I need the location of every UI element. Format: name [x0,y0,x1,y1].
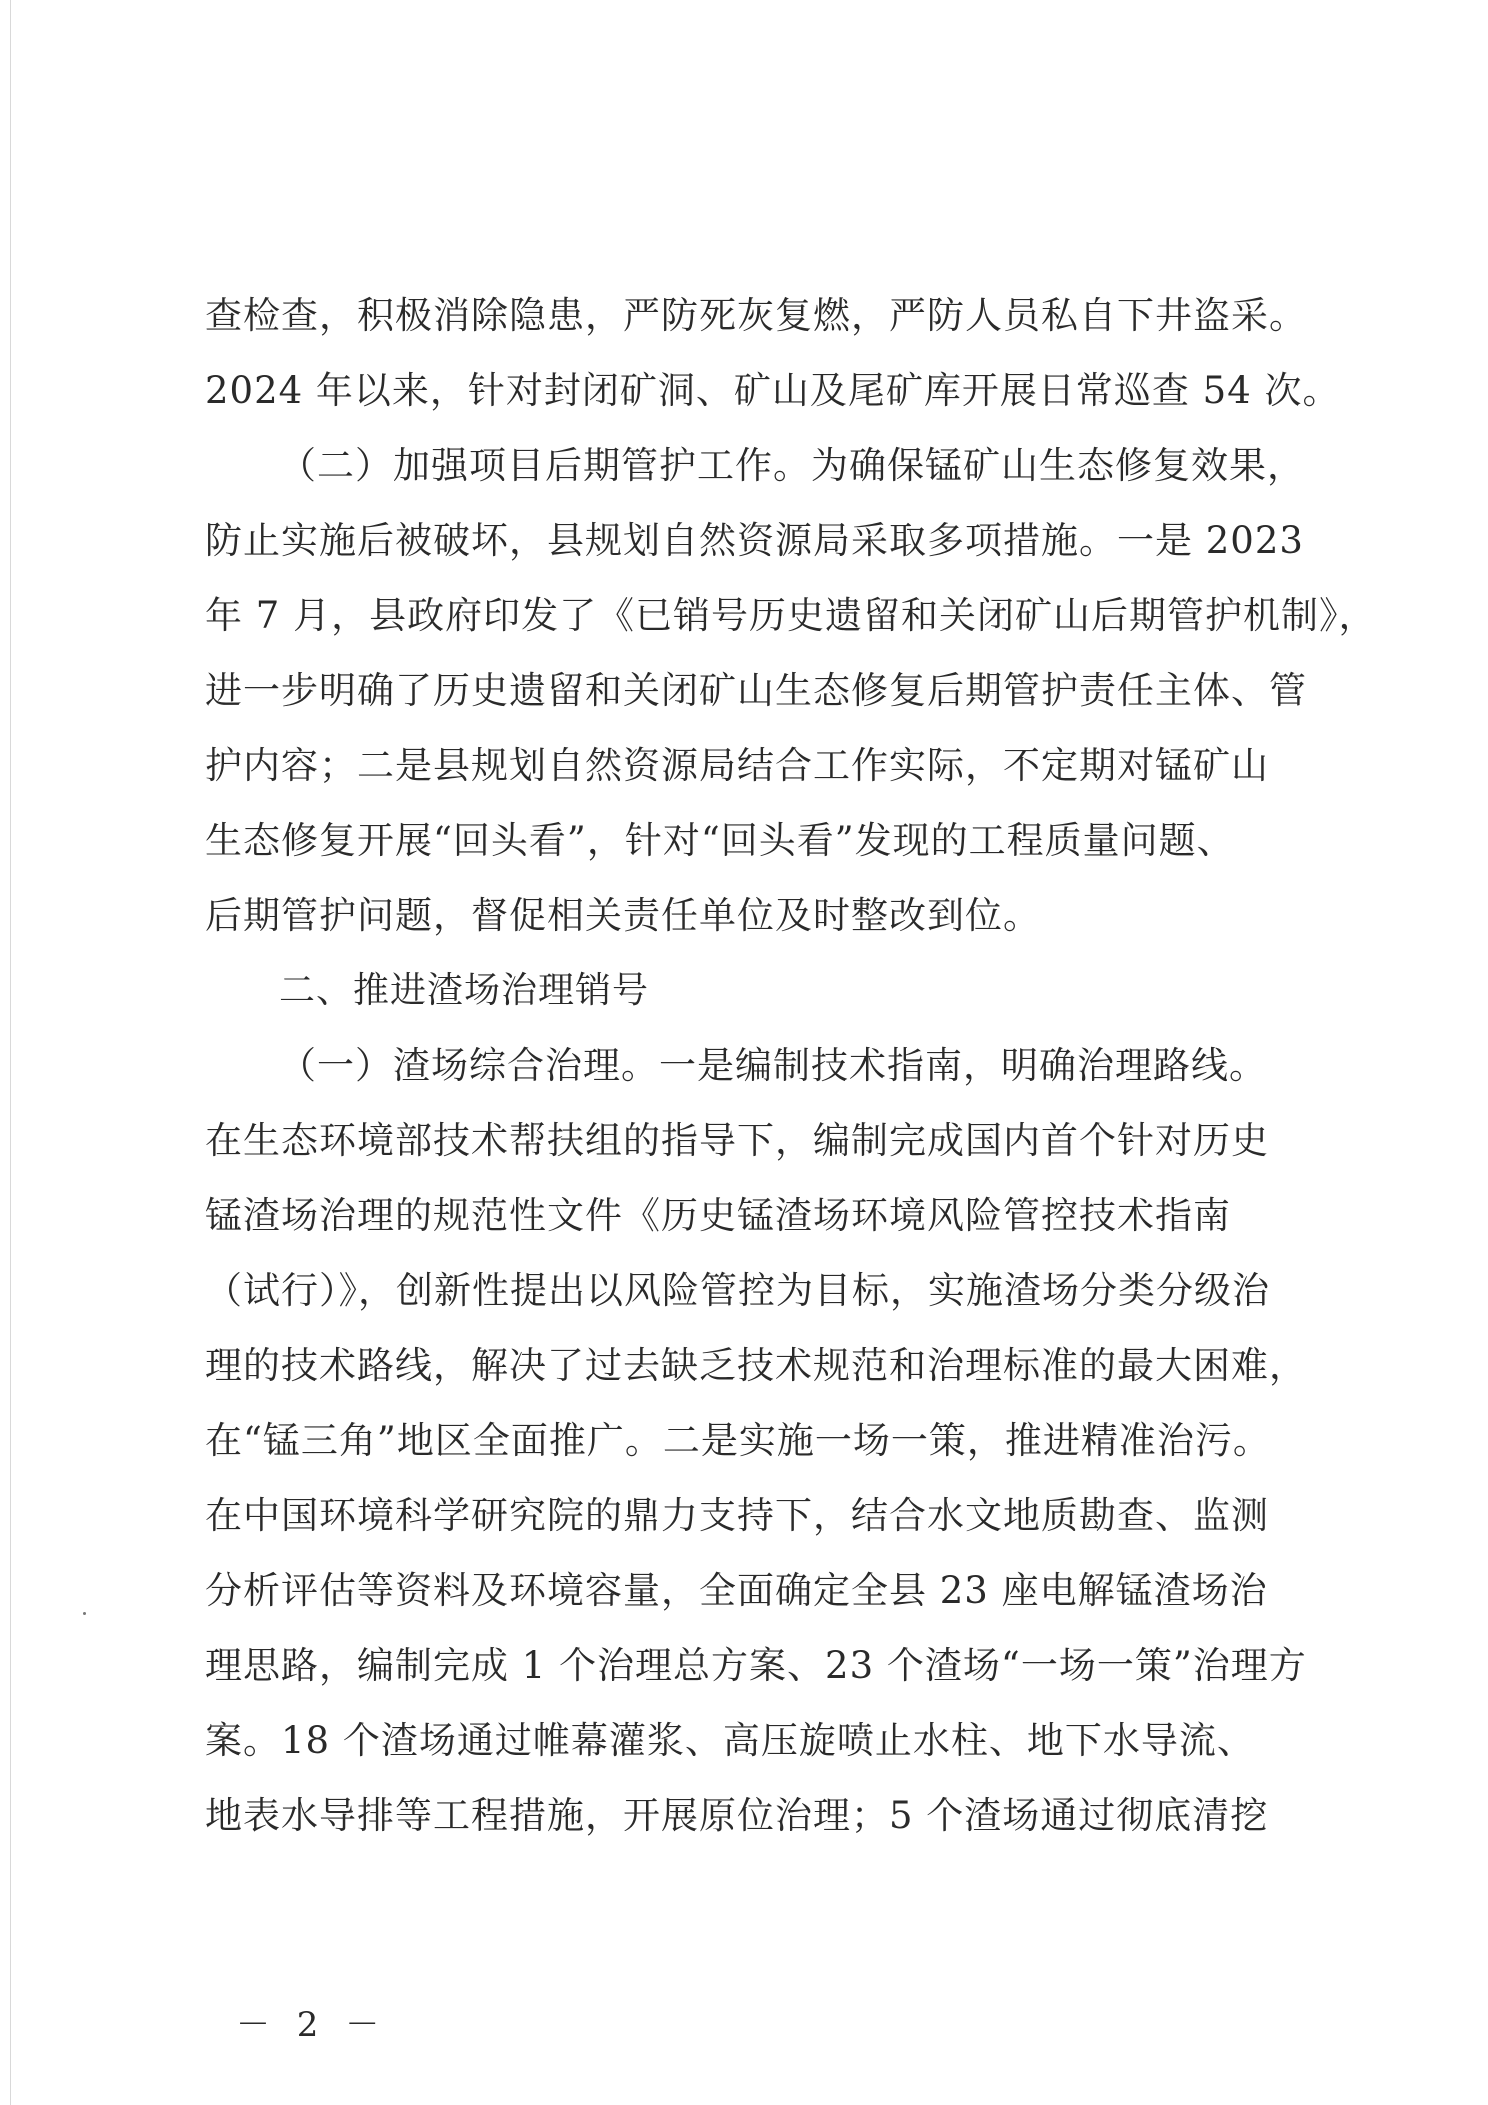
paragraph-line: 地表水导排等工程措施，开展原位治理；5 个渣场通过彻底清挖 [205,1794,1269,1837]
paragraph-line: 防止实施后被破坏，县规划自然资源局采取多项措施。一是 2023 [205,519,1304,562]
paragraph-line: 锰渣场治理的规范性文件《历史锰渣场环境风险管控技术指南 [205,1194,1231,1237]
paragraph-line: 分析评估等资料及环境容量，全面确定全县 23 座电解锰渣场治 [205,1569,1268,1612]
section-heading: 二、推进渣场治理销号 [279,970,650,1011]
paragraph-line: 案。18 个渣场通过帷幕灌浆、高压旋喷止水柱、地下水导流、 [205,1719,1255,1762]
paragraph-line: 2024 年以来，针对封闭矿洞、矿山及尾矿库开展日常巡查 54 次。 [205,369,1341,412]
page-number: － 2 － [236,2005,388,2045]
paragraph-line: 在生态环境部技术帮扶组的指导下，编制完成国内首个针对历史 [205,1119,1269,1162]
paragraph-line: 护内容；二是县规划自然资源局结合工作实际，不定期对锰矿山 [205,744,1269,787]
page-edge-line [10,0,11,2105]
paragraph-line: 年 7 月，县政府印发了《已销号历史遗留和关闭矿山后期管护机制》， [205,594,1377,637]
paragraph-line: （一）渣场综合治理。一是编制技术指南，明确治理路线。 [279,1044,1267,1087]
scan-speck [83,1612,86,1615]
paragraph-line: 生态修复开展“回头看”，针对“回头看”发现的工程质量问题、 [205,819,1235,862]
paragraph-line: 后期管护问题，督促相关责任单位及时整改到位。 [205,894,1041,937]
paragraph-line: 查检查，积极消除隐患，严防死灰复燃，严防人员私自下井盗采。 [205,294,1307,337]
paragraph-line: 理的技术路线，解决了过去缺乏技术规范和治理标准的最大困难， [205,1344,1307,1387]
document-body [205,278,1377,1853]
paragraph-line: 在中国环境科学研究院的鼎力支持下，结合水文地质勘查、监测 [205,1494,1269,1537]
paragraph-line: （二）加强项目后期管护工作。为确保锰矿山生态修复效果， [279,444,1305,487]
paragraph-line: 理思路，编制完成 1 个治理总方案、23 个渣场“一场一策”治理方 [205,1644,1307,1687]
paragraph-line: （试行）》，创新性提出以风险管控为目标，实施渣场分类分级治 [205,1269,1270,1312]
paragraph-line: 在“锰三角”地区全面推广。二是实施一场一策，推进精准治污。 [205,1419,1271,1462]
paragraph-line: 进一步明确了历史遗留和关闭矿山生态修复后期管护责任主体、管 [205,669,1307,712]
